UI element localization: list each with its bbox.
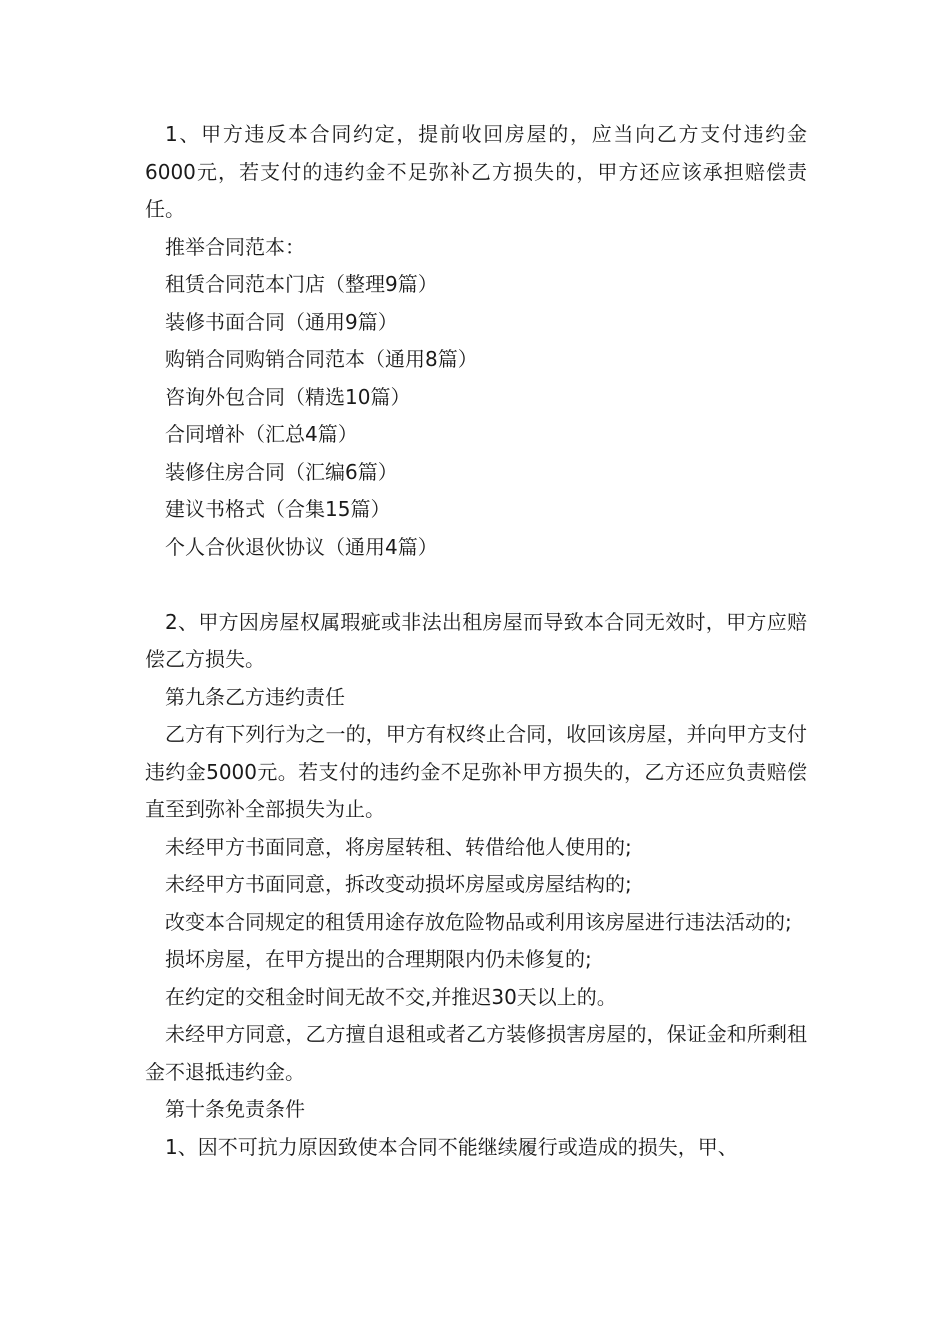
article-9-intro: 乙方有下列行为之一的，甲方有权终止合同，收回该房屋，并向甲方支付违约金5000元。若支付的违约金不足弥补甲方损失的，乙方还应负责赔偿直至到弥补全部损失为止。	[145, 722, 807, 821]
article-10-heading: 第十条免责条件	[165, 1097, 305, 1121]
article-9-item-2: 未经甲方书面同意，拆改变动损坏房屋或房屋结构的;	[165, 872, 632, 896]
paragraph-spacer	[145, 566, 807, 604]
article-9-heading: 第九条乙方违约责任	[165, 684, 345, 709]
document-body	[145, 116, 807, 1166]
article-9-item-6: 未经甲方同意，乙方擅自退租或者乙方装修损害房屋的，保证金和所剩租金不退抵违约金。	[145, 1022, 807, 1084]
article-10-item-1: 1、因不可抗力原因致使本合同不能继续履行或造成的损失，甲、	[165, 1134, 738, 1159]
recommend-link-7: 建议书格式（合集15篇）	[165, 497, 391, 521]
recommend-link-3: 购销合同购销合同范本（通用8篇）	[165, 347, 478, 371]
recommend-link-5: 合同增补（汇总4篇）	[165, 422, 358, 446]
recommend-link-4: 咨询外包合同（精选10篇）	[165, 384, 411, 409]
article-9-item-4: 损坏房屋，在甲方提出的合理期限内仍未修复的;	[165, 947, 592, 971]
recommend-link-2: 装修书面合同（通用9篇）	[165, 309, 398, 334]
article-9-item-1: 未经甲方书面同意，将房屋转租、转借给他人使用的;	[165, 834, 632, 859]
article-9-item-5: 在约定的交租金时间无故不交,并推迟30天以上的。	[165, 984, 617, 1009]
recommend-heading: 推举合同范本：	[165, 234, 305, 259]
recommend-link-6: 装修住房合同（汇编6篇）	[165, 459, 398, 484]
article-9-item-3: 改变本合同规定的租赁用途存放危险物品或利用该房屋进行违法活动的;	[165, 909, 792, 934]
clause-8-item-2: 2、甲方因房屋权属瑕疵或非法出租房屋而导致本合同无效时，甲方应赔偿乙方损失。	[145, 609, 807, 671]
recommend-link-1: 租赁合同范本门店（整理9篇）	[165, 272, 438, 296]
clause-8-item-1: 1、甲方违反本合同约定，提前收回房屋的，应当向乙方支付违约金6000元，若支付的违约金不足弥补乙方损失的，甲方还应该承担赔偿责任。	[145, 122, 807, 221]
recommend-link-8: 个人合伙退伙协议（通用4篇）	[165, 534, 438, 559]
